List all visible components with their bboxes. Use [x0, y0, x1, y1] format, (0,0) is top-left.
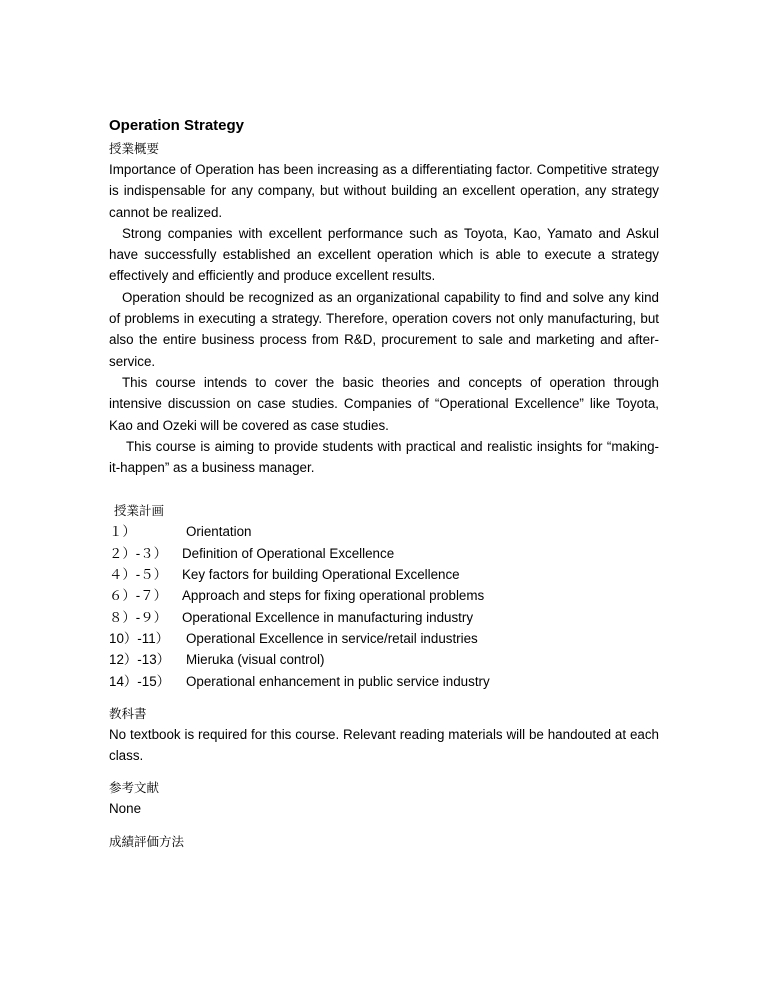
textbook-heading: 教科書 [109, 705, 147, 721]
overview-paragraph-5: This course is aiming to provide students with practical and realistic insights for “making-it-happen” as a business manager. [109, 438, 659, 476]
plan-row-number: ８）-９） [109, 609, 168, 625]
plan-row-number: ２）-３） [109, 545, 168, 561]
section-spacer [109, 478, 659, 499]
plan-row [109, 607, 659, 628]
overview-paragraph-1: Importance of Operation has been increasing as a differentiating factor. Competitive strategy is indispensable for any company, but without building an excellent operation, any strategy cannot be realized. [109, 162, 659, 220]
references-section [109, 777, 659, 819]
syllabus-page [109, 116, 659, 852]
plan-row-text: Definition of Operational Excellence [182, 545, 395, 561]
overview-paragraph-4: This course intends to cover the basic theories and concepts of operation through intensive discussion on case studies. Companies of “Operational Excellence” like Toyota, Kao and Ozeki will be covered as case studies. [109, 374, 659, 433]
plan-row-number: ４）-５） [109, 567, 168, 583]
plan-row-number: ６）-７） [109, 588, 168, 604]
plan-row-text: Mieruka (visual control) [186, 652, 325, 668]
plan-row-text: Orientation [186, 524, 252, 540]
plan-row-number: 14）-15） [109, 673, 171, 689]
overview-paragraph-2: Strong companies with excellent performance such as Toyota, Kao, Yamato and Askul have successfully established an excellent operation which is able to execute a strategy effectively and efficiently and produce excellent results. [109, 225, 659, 284]
plan-list [109, 521, 659, 691]
plan-row-text: Key factors for building Operational Excellence [182, 567, 460, 583]
plan-row-text: Operational Excellence in service/retail industries [186, 630, 478, 646]
plan-row-number: 12）-13） [109, 652, 171, 668]
grading-heading: 成績評価方法 [109, 833, 185, 849]
plan-row-text: Approach and steps for fixing operational problems [182, 588, 485, 604]
textbook-section [109, 703, 659, 767]
plan-row-text: Operational Excellence in manufacturing industry [182, 609, 474, 625]
plan-row [109, 564, 659, 585]
grading-section [109, 831, 659, 852]
plan-row [109, 521, 659, 542]
plan-row-number: 10）-11） [109, 630, 170, 646]
textbook-text: No textbook is required for this course. Relevant reading materials will be handouted at each class. [109, 726, 659, 764]
plan-row-text: Operational enhancement in public service industry [186, 673, 490, 689]
plan-row [109, 628, 659, 649]
references-text: None [109, 801, 142, 817]
plan-row [109, 585, 659, 606]
overview-heading: 授業概要 [109, 141, 160, 156]
plan-heading: 授業計画 [114, 503, 165, 519]
plan-row [109, 649, 659, 670]
course-title: Operation Strategy [109, 117, 245, 134]
plan-row [109, 543, 659, 564]
plan-row [109, 671, 659, 692]
references-heading: 参考文献 [109, 780, 160, 796]
overview-paragraph-3: Operation should be recognized as an organizational capability to find and solve any kind of problems in executing a strategy. Therefore, operation covers not only manufacturing, but also the entire business process from R&D, procurement to sale and marketing and after-service. [109, 289, 659, 369]
plan-row-number: １） [109, 524, 136, 540]
